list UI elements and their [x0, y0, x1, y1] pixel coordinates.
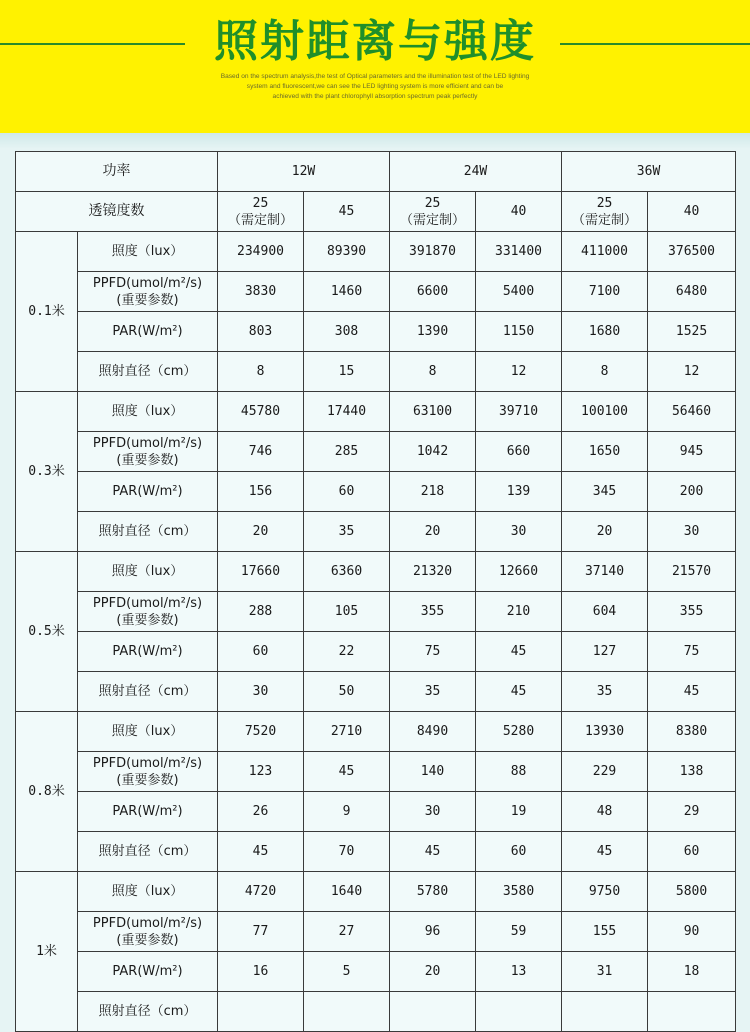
value-cell: 3580: [476, 872, 562, 912]
value-cell: 22: [304, 632, 390, 672]
value-cell: 26: [218, 792, 304, 832]
metric-label: [78, 792, 218, 832]
value-cell: [476, 992, 562, 1032]
metric-name: PAR(W/m²): [112, 644, 183, 659]
value-cell: 345: [562, 472, 648, 512]
value-cell: 138: [648, 752, 736, 792]
metric-note: (重要参数): [116, 292, 179, 308]
value-cell: 89390: [304, 232, 390, 272]
metric-note: (重要参数): [116, 452, 179, 468]
value-cell: 139: [476, 472, 562, 512]
value-cell: 60: [648, 832, 736, 872]
power-row: [16, 152, 736, 192]
value-cell: 30: [390, 792, 476, 832]
data-row: [16, 512, 736, 552]
value-cell: 48: [562, 792, 648, 832]
metric-label: [78, 272, 218, 312]
value-cell: 411000: [562, 232, 648, 272]
value-cell: [648, 992, 736, 1032]
value-cell: 45: [304, 752, 390, 792]
value-cell: 20: [390, 952, 476, 992]
metric-name: PPFD(umol/m²/s): [92, 275, 203, 291]
value-cell: 16: [218, 952, 304, 992]
metric-label: [78, 392, 218, 432]
value-cell: 21320: [390, 552, 476, 592]
value-cell: 12660: [476, 552, 562, 592]
value-cell: 9: [304, 792, 390, 832]
metric-label: [78, 232, 218, 272]
lens-value: 25: [252, 195, 269, 211]
distance-cell: 1米: [16, 872, 78, 1032]
subtitle-line: system and fluorescent,we can see the LED lighting system is more efficient and can be: [246, 83, 504, 90]
value-cell: 37140: [562, 552, 648, 592]
metric-label: [78, 552, 218, 592]
value-cell: 88: [476, 752, 562, 792]
metric-label: [78, 672, 218, 712]
lens-value: 40: [510, 204, 527, 219]
lens-row: [16, 192, 736, 232]
value-cell: 100100: [562, 392, 648, 432]
data-row: [16, 312, 736, 352]
metric-name: 照度（lux）: [111, 404, 184, 419]
subtitle-line: Based on the spectrum analysis,the test of Optical parameters and the illumination test of the LED lighting: [220, 73, 530, 80]
lens-value: 45: [338, 204, 355, 219]
value-cell: 45: [390, 832, 476, 872]
data-row: [16, 432, 736, 472]
value-cell: 90: [648, 912, 736, 952]
value-cell: 12: [648, 352, 736, 392]
value-cell: 660: [476, 432, 562, 472]
value-cell: 5780: [390, 872, 476, 912]
value-cell: 56460: [648, 392, 736, 432]
spec-table: [15, 151, 736, 1032]
metric-name: 照度（lux）: [111, 724, 184, 739]
value-cell: 50: [304, 672, 390, 712]
data-row: [16, 872, 736, 912]
value-cell: 1460: [304, 272, 390, 312]
banner-subtitle: [180, 72, 570, 102]
value-cell: 8380: [648, 712, 736, 752]
value-cell: 12: [476, 352, 562, 392]
lens-value: 25: [596, 195, 613, 211]
distance-cell: 0.8米: [16, 712, 78, 872]
metric-name: 照度（lux）: [111, 564, 184, 579]
value-cell: 29: [648, 792, 736, 832]
metric-label: [78, 592, 218, 632]
metric-name: PAR(W/m²): [112, 804, 183, 819]
value-cell: 604: [562, 592, 648, 632]
data-row: [16, 992, 736, 1032]
value-cell: 5800: [648, 872, 736, 912]
lens-cell: [218, 192, 304, 232]
distance-cell: 0.1米: [16, 232, 78, 392]
value-cell: 140: [390, 752, 476, 792]
value-cell: 1525: [648, 312, 736, 352]
value-cell: 355: [648, 592, 736, 632]
value-cell: 331400: [476, 232, 562, 272]
metric-name: PAR(W/m²): [112, 484, 183, 499]
metric-label: [78, 752, 218, 792]
value-cell: 105: [304, 592, 390, 632]
power-12w: 12W: [218, 152, 390, 192]
value-cell: 30: [218, 672, 304, 712]
value-cell: [218, 992, 304, 1032]
metric-name: PPFD(umol/m²/s): [92, 755, 203, 771]
value-cell: 60: [304, 472, 390, 512]
value-cell: 60: [218, 632, 304, 672]
value-cell: 391870: [390, 232, 476, 272]
value-cell: 1650: [562, 432, 648, 472]
metric-name: 照射直径（cm）: [98, 364, 197, 379]
data-row: [16, 272, 736, 312]
value-cell: 45: [476, 632, 562, 672]
value-cell: 20: [390, 512, 476, 552]
value-cell: 4720: [218, 872, 304, 912]
subtitle-line: achieved with the plant chlorophyll absorption spectrum peak perfectly: [272, 93, 478, 100]
value-cell: 70: [304, 832, 390, 872]
data-row: [16, 632, 736, 672]
value-cell: 30: [476, 512, 562, 552]
data-row: [16, 352, 736, 392]
value-cell: 35: [304, 512, 390, 552]
value-cell: 210: [476, 592, 562, 632]
spec-table-body: [16, 152, 736, 1032]
metric-note: (重要参数): [116, 932, 179, 948]
value-cell: [390, 992, 476, 1032]
distance-cell: 0.5米: [16, 552, 78, 712]
metric-label: [78, 832, 218, 872]
metric-note: (重要参数): [116, 612, 179, 628]
value-cell: 1680: [562, 312, 648, 352]
metric-label: [78, 432, 218, 472]
metric-name: 照射直径（cm）: [98, 684, 197, 699]
value-cell: 229: [562, 752, 648, 792]
value-cell: 1390: [390, 312, 476, 352]
metric-label: [78, 992, 218, 1032]
value-cell: 45: [476, 672, 562, 712]
data-row: [16, 392, 736, 432]
value-cell: 45: [648, 672, 736, 712]
value-cell: 8490: [390, 712, 476, 752]
data-row: [16, 472, 736, 512]
value-cell: 17440: [304, 392, 390, 432]
value-cell: 27: [304, 912, 390, 952]
metric-name: 照射直径（cm）: [98, 524, 197, 539]
page-title: 照射距离与强度: [214, 16, 536, 67]
value-cell: 5400: [476, 272, 562, 312]
value-cell: 17660: [218, 552, 304, 592]
value-cell: 6480: [648, 272, 736, 312]
data-row: [16, 952, 736, 992]
value-cell: 20: [562, 512, 648, 552]
value-cell: 13930: [562, 712, 648, 752]
metric-label: [78, 872, 218, 912]
metric-label: [78, 712, 218, 752]
lens-cell: [304, 192, 390, 232]
value-cell: 285: [304, 432, 390, 472]
lens-note: （需定制）: [400, 212, 466, 228]
value-cell: 8: [218, 352, 304, 392]
banner-shadow: [0, 133, 750, 149]
value-cell: 8: [390, 352, 476, 392]
metric-name: 照度（lux）: [111, 244, 184, 259]
metric-label: [78, 952, 218, 992]
data-row: [16, 232, 736, 272]
metric-label: [78, 912, 218, 952]
header-banner: [0, 0, 750, 133]
value-cell: 75: [648, 632, 736, 672]
metric-label: [78, 352, 218, 392]
value-cell: 355: [390, 592, 476, 632]
value-cell: [304, 992, 390, 1032]
value-cell: 155: [562, 912, 648, 952]
data-row: [16, 832, 736, 872]
value-cell: 35: [562, 672, 648, 712]
value-cell: 200: [648, 472, 736, 512]
value-cell: 2710: [304, 712, 390, 752]
value-cell: 13: [476, 952, 562, 992]
value-cell: 45780: [218, 392, 304, 432]
value-cell: 6600: [390, 272, 476, 312]
value-cell: 1150: [476, 312, 562, 352]
value-cell: 8: [562, 352, 648, 392]
metric-name: PPFD(umol/m²/s): [92, 435, 203, 451]
value-cell: 1042: [390, 432, 476, 472]
value-cell: 60: [476, 832, 562, 872]
value-cell: 75: [390, 632, 476, 672]
distance-cell: 0.3米: [16, 392, 78, 552]
lens-cell: [562, 192, 648, 232]
metric-note: (重要参数): [116, 772, 179, 788]
value-cell: 31: [562, 952, 648, 992]
metric-name: PPFD(umol/m²/s): [92, 915, 203, 931]
value-cell: 77: [218, 912, 304, 952]
lens-cell: [390, 192, 476, 232]
value-cell: 63100: [390, 392, 476, 432]
metric-name: 照度（lux）: [111, 884, 184, 899]
data-row: [16, 792, 736, 832]
lens-note: （需定制）: [572, 212, 638, 228]
value-cell: 746: [218, 432, 304, 472]
value-cell: 156: [218, 472, 304, 512]
value-cell: 45: [218, 832, 304, 872]
metric-label: [78, 312, 218, 352]
data-row: [16, 592, 736, 632]
value-cell: 127: [562, 632, 648, 672]
value-cell: 376500: [648, 232, 736, 272]
lens-label: 透镜度数: [16, 192, 218, 232]
metric-name: PAR(W/m²): [112, 324, 183, 339]
metric-label: [78, 472, 218, 512]
value-cell: 1640: [304, 872, 390, 912]
lens-cell: [648, 192, 736, 232]
value-cell: 96: [390, 912, 476, 952]
lens-note: （需定制）: [227, 212, 293, 228]
value-cell: 7100: [562, 272, 648, 312]
value-cell: 15: [304, 352, 390, 392]
value-cell: 20: [218, 512, 304, 552]
power-36w: 36W: [562, 152, 736, 192]
value-cell: [562, 992, 648, 1032]
value-cell: 234900: [218, 232, 304, 272]
lens-value: 40: [683, 204, 700, 219]
metric-name: 照射直径（cm）: [98, 1004, 197, 1019]
value-cell: 35: [390, 672, 476, 712]
metric-name: 照射直径（cm）: [98, 844, 197, 859]
value-cell: 5280: [476, 712, 562, 752]
lens-value: 25: [424, 195, 441, 211]
value-cell: 308: [304, 312, 390, 352]
value-cell: 18: [648, 952, 736, 992]
data-row: [16, 552, 736, 592]
value-cell: 9750: [562, 872, 648, 912]
value-cell: 39710: [476, 392, 562, 432]
value-cell: 30: [648, 512, 736, 552]
metric-name: PAR(W/m²): [112, 964, 183, 979]
value-cell: 288: [218, 592, 304, 632]
metric-label: [78, 512, 218, 552]
data-row: [16, 912, 736, 952]
value-cell: 21570: [648, 552, 736, 592]
data-row: [16, 712, 736, 752]
value-cell: 3830: [218, 272, 304, 312]
power-label: 功率: [16, 152, 218, 192]
value-cell: 218: [390, 472, 476, 512]
value-cell: 5: [304, 952, 390, 992]
metric-name: PPFD(umol/m²/s): [92, 595, 203, 611]
lens-cell: [476, 192, 562, 232]
value-cell: 45: [562, 832, 648, 872]
value-cell: 19: [476, 792, 562, 832]
metric-label: [78, 632, 218, 672]
value-cell: 803: [218, 312, 304, 352]
data-row: [16, 672, 736, 712]
power-24w: 24W: [390, 152, 562, 192]
value-cell: 6360: [304, 552, 390, 592]
value-cell: 7520: [218, 712, 304, 752]
value-cell: 123: [218, 752, 304, 792]
data-row: [16, 752, 736, 792]
value-cell: 945: [648, 432, 736, 472]
value-cell: 59: [476, 912, 562, 952]
